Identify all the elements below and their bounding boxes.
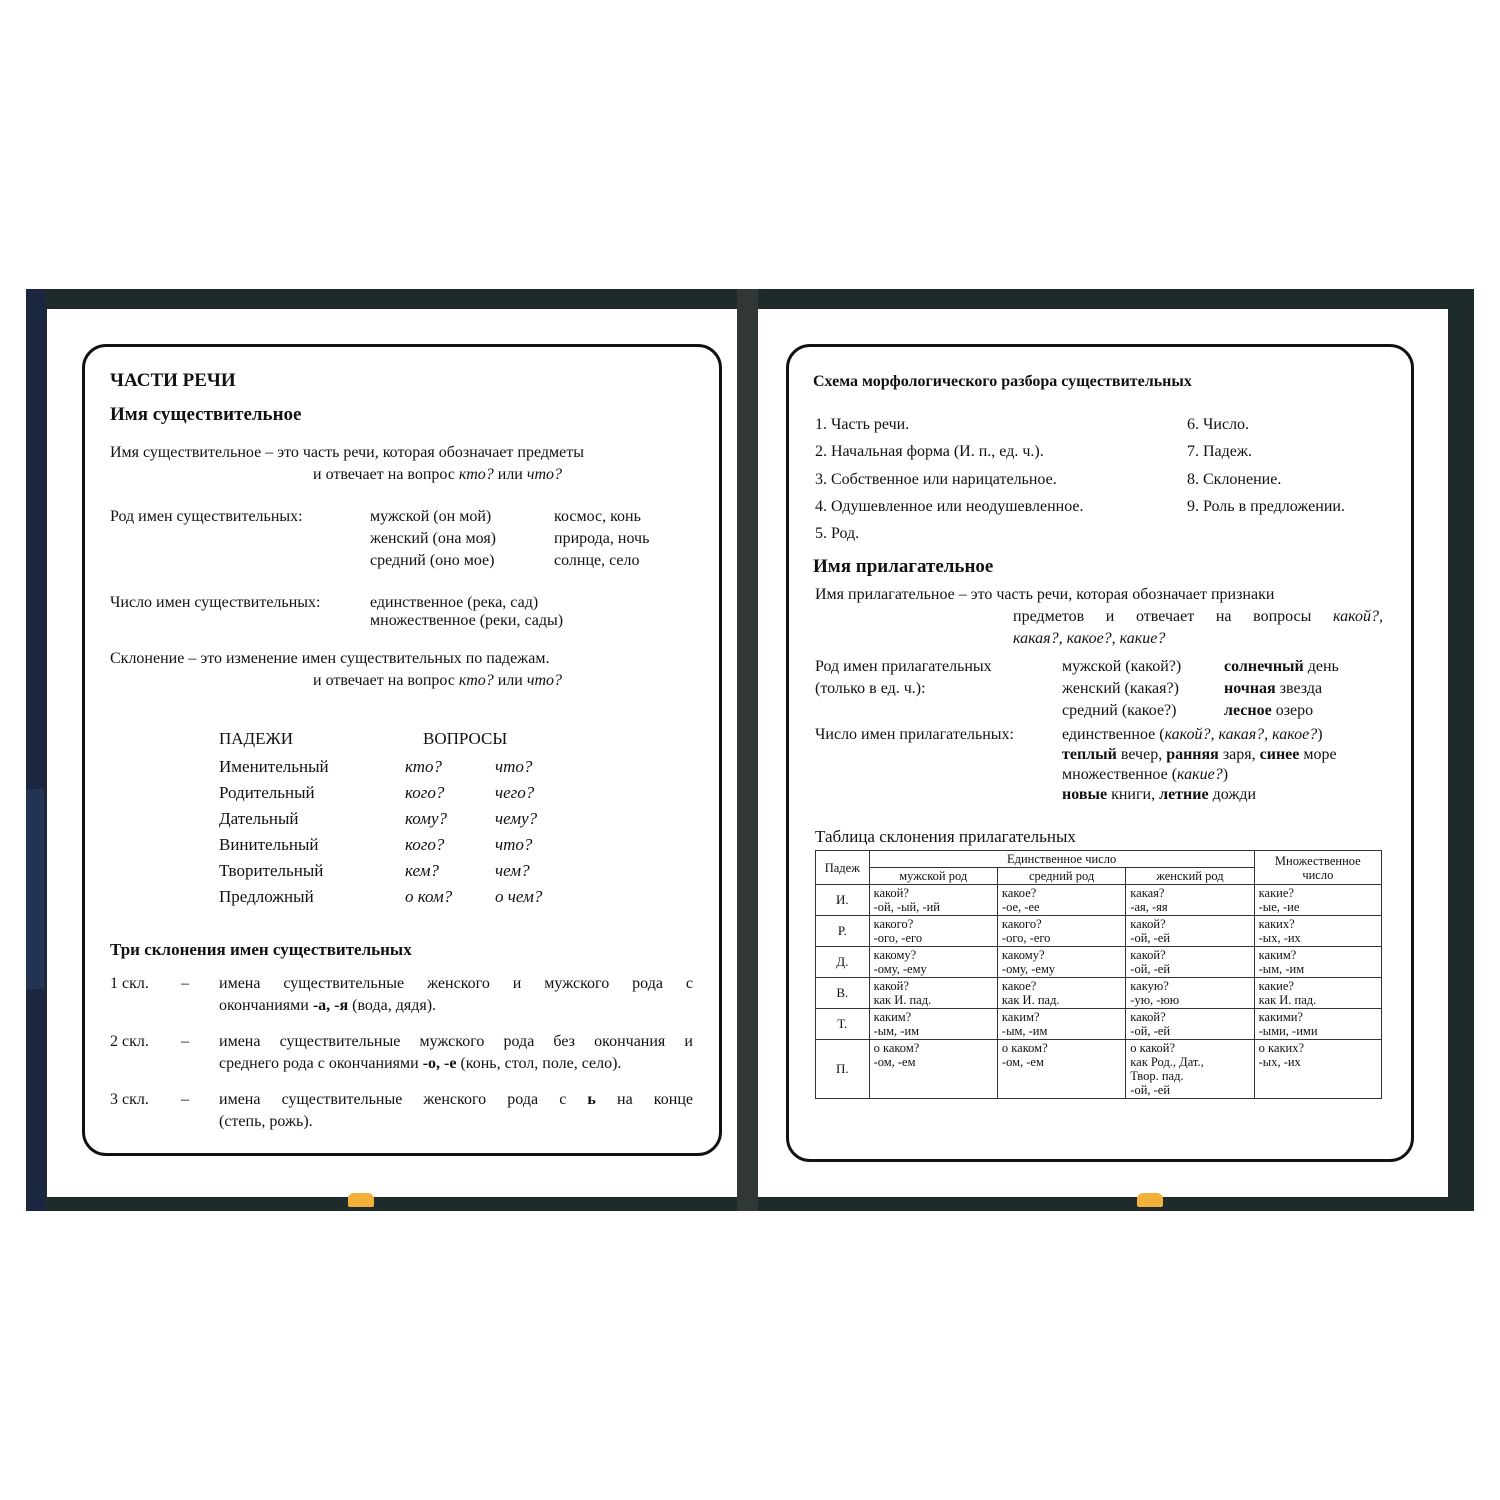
table-cell-f: [1126, 978, 1254, 1009]
case-name: Предложный: [219, 887, 314, 906]
noun-gender-label: Род имен существительных:: [110, 508, 303, 525]
declension-table-title: Таблица склонения прилагательных: [815, 827, 1076, 846]
case-question-1: кто?: [405, 757, 443, 776]
adj-gender-masc: мужской (какой?): [1062, 658, 1182, 675]
case-question-2: что?: [495, 835, 533, 854]
table-cell-line: о каком?: [1001, 1041, 1048, 1055]
header-case: Падеж: [816, 851, 870, 885]
table-cell-line: Твор. пад.: [1130, 1069, 1184, 1083]
adj-gender-example: солнечный день: [1224, 658, 1339, 675]
adj-number-plural-examples: новые книги, летние дожди: [1062, 786, 1257, 803]
case-question-1: кого?: [405, 835, 445, 854]
adj-gender-example: ночная звезда: [1224, 680, 1323, 697]
table-cell-line: о каком?: [873, 1041, 920, 1055]
case-question-1: кому?: [405, 809, 448, 828]
table-cell-f: [1126, 947, 1254, 978]
table-cell-line: -ой, -ей: [1130, 1024, 1171, 1038]
gender-neut: средний (оно мое): [370, 552, 495, 569]
adj-gender-fem: женский (какая?): [1062, 680, 1179, 697]
declension-definition-line2: и отвечает на вопрос кто? или что?: [313, 672, 563, 689]
case-question-1: кого?: [405, 783, 445, 802]
table-cell-line: о какой?: [1130, 1041, 1176, 1055]
table-cell-f: [1126, 1040, 1254, 1099]
scheme-item: 8. Склонение.: [1187, 471, 1282, 488]
table-cell-p: [1254, 978, 1381, 1009]
decl3-dash: –: [181, 1091, 189, 1108]
gender-example-fem: природа, ночь: [554, 530, 650, 547]
table-cell-line: -ому, -ему: [1001, 962, 1056, 976]
table-cell-p: [1254, 947, 1381, 978]
case-question-2: чему?: [495, 809, 538, 828]
table-cell-line: -ая, -яя: [1130, 900, 1168, 914]
table-cell-line: какое?: [1001, 979, 1037, 993]
table-cell-line: какими?: [1258, 1010, 1303, 1024]
table-cell-p: [1254, 1009, 1381, 1040]
table-cell-line: как И. пад.: [873, 993, 932, 1007]
table-cell-line: -ой, -ей: [1130, 931, 1171, 945]
table-cell-m: [869, 978, 997, 1009]
table-cell-line: -ой, -ей: [1130, 1083, 1171, 1097]
table-cell-line: каким?: [873, 1010, 912, 1024]
decl3-label: 3 скл.: [110, 1091, 149, 1108]
table-cell-n: [997, 885, 1125, 916]
table-cell-m: [869, 916, 997, 947]
header-feminine: женский род: [1126, 868, 1254, 885]
adj-gender-example: лесное озеро: [1224, 702, 1314, 719]
table-cell-line: -ым, -им: [1258, 962, 1305, 976]
table-cell-line: -ую, -юю: [1130, 993, 1180, 1007]
table-cell-f: [1126, 885, 1254, 916]
gender-fem: женский (она моя): [370, 530, 497, 547]
adj-number-singular-examples: теплый вечер, ранняя заря, синее море: [1062, 746, 1337, 763]
table-row: [816, 1040, 1382, 1099]
case-question-1: кем?: [405, 861, 439, 880]
table-cell-case: П.: [816, 1040, 870, 1099]
table-cell-line: -ом, -ем: [873, 1055, 916, 1069]
cases-header: ПАДЕЖИ: [219, 729, 294, 748]
table-cell-m: [869, 885, 997, 916]
table-cell-line: -ым, -им: [1001, 1024, 1048, 1038]
table-cell-line: -ом, -ем: [1001, 1055, 1044, 1069]
questions-header: ВОПРОСЫ: [423, 729, 508, 748]
adj-gender-label-note: (только в ед. ч.):: [815, 680, 926, 697]
header-neuter: средний род: [997, 868, 1125, 885]
table-cell-n: [997, 1040, 1125, 1099]
table-cell-line: какой?: [873, 979, 909, 993]
scheme-item: 2. Начальная форма (И. п., ед. ч.).: [815, 443, 1044, 460]
table-cell-line: какая?: [1130, 886, 1165, 900]
table-cell-line: какое?: [1001, 886, 1037, 900]
case-name: Родительный: [219, 783, 315, 802]
table-cell-case: Д.: [816, 947, 870, 978]
table-cell-line: -ой, -ей: [1130, 962, 1171, 976]
table-cell-line: как И. пад.: [1001, 993, 1060, 1007]
section-title: ЧАСТИ РЕЧИ: [110, 370, 236, 391]
table-row: [816, 978, 1382, 1009]
adjective-definition-line2: предметов и отвечает на вопросы какой?,: [1013, 608, 1383, 625]
decl2-dash: –: [181, 1033, 189, 1050]
table-cell-line: какие?: [1258, 979, 1294, 993]
table-cell-line: какой?: [1130, 1010, 1166, 1024]
book-spine: [737, 289, 758, 1211]
table-cell-m: [869, 1009, 997, 1040]
scheme-item: 6. Число.: [1187, 416, 1250, 433]
star-decoration: [1137, 1193, 1163, 1207]
table-cell-line: -ой, -ый, -ий: [873, 900, 940, 914]
case-name: Именительный: [219, 757, 329, 776]
table-cell-line: какого?: [873, 917, 914, 931]
adj-number-label: Число имен прилагательных:: [815, 726, 1014, 743]
decl1-dash: –: [181, 975, 189, 992]
table-cell-line: -ым, -им: [873, 1024, 920, 1038]
case-question-2: о чем?: [495, 887, 543, 906]
table-cell-case: Р.: [816, 916, 870, 947]
gender-example-neut: солнце, село: [554, 552, 640, 569]
case-name: Творительный: [219, 861, 324, 880]
table-cell-n: [997, 947, 1125, 978]
noun-definition-line1: Имя существительное – это часть речи, которая обозначает предметы: [110, 444, 584, 461]
number-singular: единственное (река, сад): [370, 594, 539, 611]
table-cell-m: [869, 1040, 997, 1099]
table-cell-case: И.: [816, 885, 870, 916]
table-cell-line: какого?: [1001, 917, 1042, 931]
decl3-text-line2: (степь, рожь).: [219, 1113, 313, 1130]
table-cell-line: какому?: [873, 948, 917, 962]
adj-number-plural: множественное (какие?): [1062, 766, 1229, 783]
table-cell-line: каких?: [1258, 917, 1295, 931]
table-cell-n: [997, 1009, 1125, 1040]
table-cell-line: как Род., Дат.,: [1130, 1055, 1204, 1069]
adjective-definition-line3: какая?, какое?, какие?: [1013, 630, 1166, 647]
scheme-item: 1. Часть речи.: [815, 416, 910, 433]
table-cell-n: [997, 916, 1125, 947]
decl3-text-line1: имена существительные женского рода с ь на конце: [219, 1091, 693, 1108]
gender-masc: мужской (он мой): [370, 508, 492, 525]
scheme-item: 5. Род.: [815, 525, 860, 542]
case-name: Винительный: [219, 835, 319, 854]
scheme-title: Схема морфологического разбора существительных: [813, 373, 1192, 390]
case-question-2: чего?: [495, 783, 535, 802]
table-cell-line: -ые, -ие: [1258, 900, 1300, 914]
table-cell-line: -ых, -их: [1258, 1055, 1301, 1069]
table-cell-line: какому?: [1001, 948, 1045, 962]
table-cell-f: [1126, 916, 1254, 947]
table-cell-line: какую?: [1130, 979, 1169, 993]
scheme-item: 3. Собственное или нарицательное.: [815, 471, 1057, 488]
table-cell-m: [869, 947, 997, 978]
number-plural: множественное (реки, сады): [370, 612, 564, 629]
table-cell-line: о каких?: [1258, 1041, 1305, 1055]
table-row: [816, 947, 1382, 978]
table-cell-line: -ого, -его: [873, 931, 923, 945]
table-cell-case: Т.: [816, 1009, 870, 1040]
table-cell-case: В.: [816, 978, 870, 1009]
decl1-text-line2: окончаниями -а, -я (вода, дядя).: [219, 997, 437, 1014]
table-cell-line: каким?: [1258, 948, 1297, 962]
case-question-2: чем?: [495, 861, 530, 880]
table-row: [816, 885, 1382, 916]
noun-subtitle: Имя существительное: [110, 404, 302, 425]
table-cell-p: [1254, 885, 1381, 916]
table-cell-line: какой?: [1130, 948, 1166, 962]
table-cell-line: -ому, -ему: [873, 962, 927, 976]
star-decoration: [348, 1193, 374, 1207]
declension-definition: Склонение – это изменение имен существительных по падежам.: [110, 650, 550, 667]
decl2-label: 2 скл.: [110, 1033, 149, 1050]
decl1-label: 1 скл.: [110, 975, 149, 992]
scheme-item: 9. Роль в предложении.: [1187, 498, 1345, 515]
header-plural: Множественное число: [1254, 851, 1381, 885]
decl2-text-line2: среднего рода с окончаниями -о, -е (конь, стол, поле, село).: [219, 1055, 622, 1072]
decl1-text-line1: имена существительные женского и мужского рода с: [219, 975, 693, 992]
table-cell-line: -ое, -ее: [1001, 900, 1040, 914]
table-cell-line: -ого, -его: [1001, 931, 1051, 945]
table-cell-line: как И. пад.: [1258, 993, 1317, 1007]
adjective-declension-table: [815, 850, 1382, 1099]
table-cell-line: какие?: [1258, 886, 1294, 900]
adjective-definition-line1: Имя прилагательное – это часть речи, которая обозначает признаки: [815, 586, 1275, 603]
decl2-text-line1: имена существительные мужского рода без окончания и: [219, 1033, 693, 1050]
adjective-title: Имя прилагательное: [813, 556, 994, 577]
table-cell-f: [1126, 1009, 1254, 1040]
adj-gender-neut: средний (какое?): [1062, 702, 1177, 719]
table-cell-p: [1254, 1040, 1381, 1099]
case-question-2: что?: [495, 757, 533, 776]
table-cell-p: [1254, 916, 1381, 947]
noun-number-label: Число имен существительных:: [110, 594, 321, 611]
noun-definition-line2: и отвечает на вопрос кто? или что?: [313, 466, 563, 483]
table-cell-n: [997, 978, 1125, 1009]
table-row: [816, 916, 1382, 947]
table-cell-line: каким?: [1001, 1010, 1040, 1024]
scheme-item: 7. Падеж.: [1187, 443, 1252, 460]
header-masculine: мужской род: [869, 868, 997, 885]
scheme-item: 4. Одушевленное или неодушевленное.: [815, 498, 1084, 515]
header-singular: Единственное число: [869, 851, 1254, 868]
table-cell-line: -ыми, -ими: [1258, 1024, 1318, 1038]
table-cell-line: какой?: [873, 886, 909, 900]
adj-gender-label: Род имен прилагательных: [815, 658, 992, 675]
adj-number-singular: единственное (какой?, какая?, какое?): [1062, 726, 1323, 743]
table-row: [816, 1009, 1382, 1040]
case-question-1: о ком?: [405, 887, 453, 906]
case-name: Дательный: [219, 809, 299, 828]
three-declensions-title: Три склонения имен существительных: [110, 940, 412, 959]
gender-example-masc: космос, конь: [554, 508, 641, 525]
table-cell-line: -ых, -их: [1258, 931, 1301, 945]
table-cell-line: какой?: [1130, 917, 1166, 931]
